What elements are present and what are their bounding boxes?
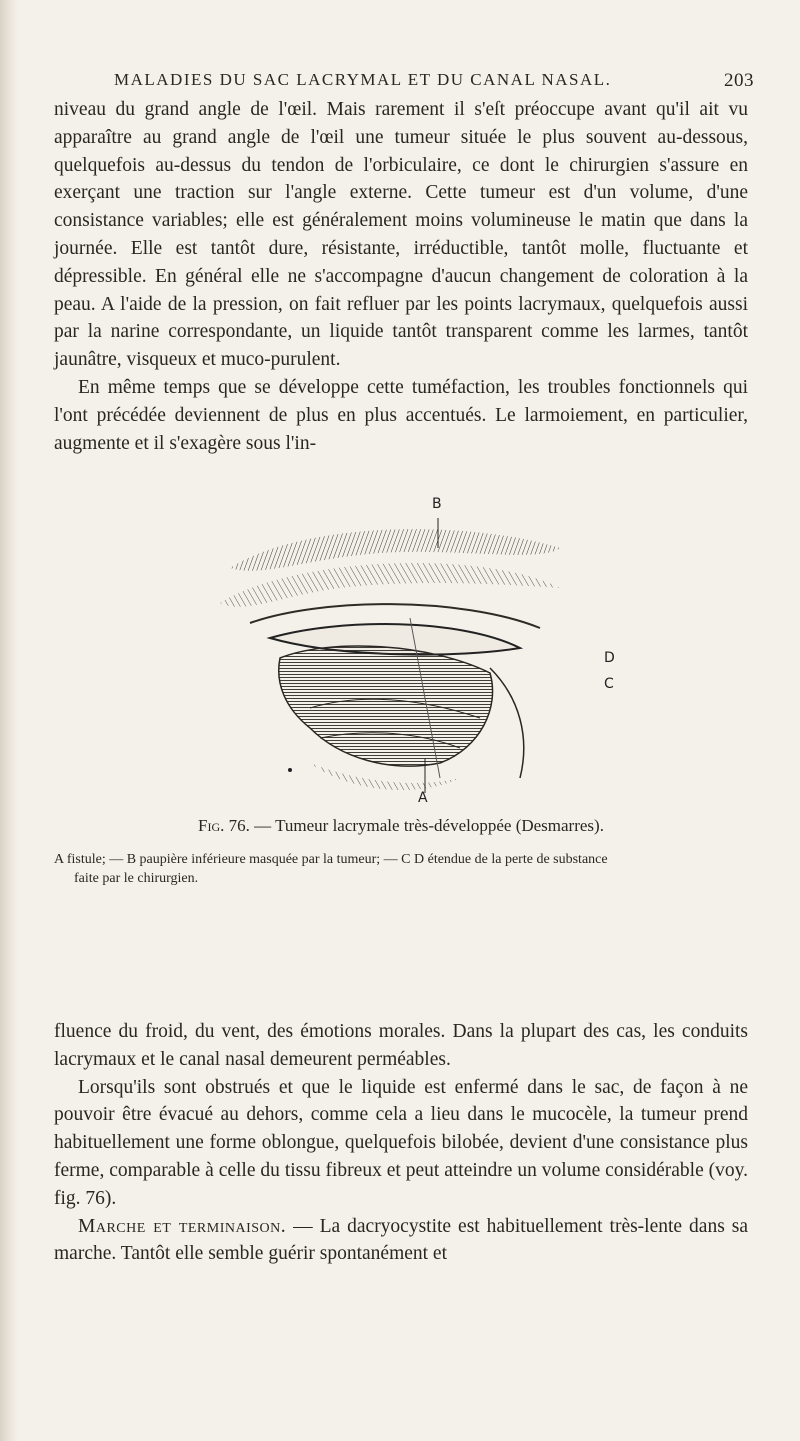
paragraph: fluence du froid, du vent, des émotions morales. Dans la plupart des cas, les conduits lacrymaux et le canal nasal demeurent perméables. (54, 1021, 748, 1070)
paragraph (54, 1213, 748, 1269)
running-title: MALADIES DU SAC LACRYMAL ET DU CANAL NASAL. (114, 70, 612, 89)
section-heading: Marche et terminaison. (78, 1215, 287, 1237)
figure-label-d: D (604, 650, 615, 666)
body-text-bottom (54, 1018, 748, 1268)
figure-label-c: C (604, 676, 614, 692)
lacrymal-tumor (279, 646, 493, 766)
eye-tumor-illustration (160, 508, 630, 808)
legend-line: A fistule; — B paupière inférieure masquée par la tumeur; — C D étendue de la perte de substance (54, 852, 608, 867)
figure-76-engraving (160, 496, 630, 808)
figure-label-b: B (432, 496, 442, 512)
figure-caption (54, 816, 748, 836)
legend-line: faite par le chirurgien. (74, 871, 199, 886)
figure-legend (54, 850, 748, 888)
paragraph: Lorsqu'ils sont obstrués et que le liquide est enfermé dans le sac, de façon à ne pouvoir être évacué au dehors, comme cela a lieu dans le mucocèle, la tumeur prend habituellement une forme oblongue, quelquefois bilobée, devient d'une consistance plus ferme, comparable à celle du tissu fibreux et peut atteindre un volume considérable (voy. fig. 76). (54, 1076, 748, 1209)
figure-label-a: A (418, 790, 428, 806)
page-number: 203 (724, 70, 754, 91)
section-text: — La dacryocystite est habituellement très-lente dans sa marche. Tantôt elle semble guérir spontanément et (54, 1215, 748, 1265)
paragraph: En même temps que se développe cette tuméfaction, les troubles fonctionnels qui l'ont précédée deviennent de plus en plus accentués. Le larmoiement, en particulier, augmente et il s'exagère sous l'in- (54, 376, 748, 454)
body-text-top (54, 96, 748, 457)
figure-number: Fig. 76. (198, 816, 250, 835)
upper-lid-shading (220, 563, 560, 607)
paragraph: niveau du grand angle de l'œil. Mais rarement il s'eſt préoccupe avant qu'il ait vu apparaître au grand angle de l'œil une tumeur située le plus souvent au-dessous, quelquefois au-dessus du tendon de l'orbiculaire, ce dont le chirurgien s'assure en exerçant une traction sur l'angle externe. Cette tumeur est d'un volume, d'une consistance variables; elle est généralement moins volumineuse le matin que dans la journée. Elle est tantôt dure, résistante, irréductible, tantôt molle, fluctuante et dépressible. En général elle ne s'accompagne d'aucun changement de coloration à la peau. A l'aide de la pression, on fait refluer par les points lacrymaux, quelquefois aussi par la narine correspondante, un liquide tantôt transparent comme les larmes, tantôt jaunâtre, visqueux et muco-purulent. (54, 99, 748, 371)
fistula-point (288, 768, 292, 772)
figure-title: — Tumeur lacrymale très-développée (Desmarres). (254, 816, 604, 835)
